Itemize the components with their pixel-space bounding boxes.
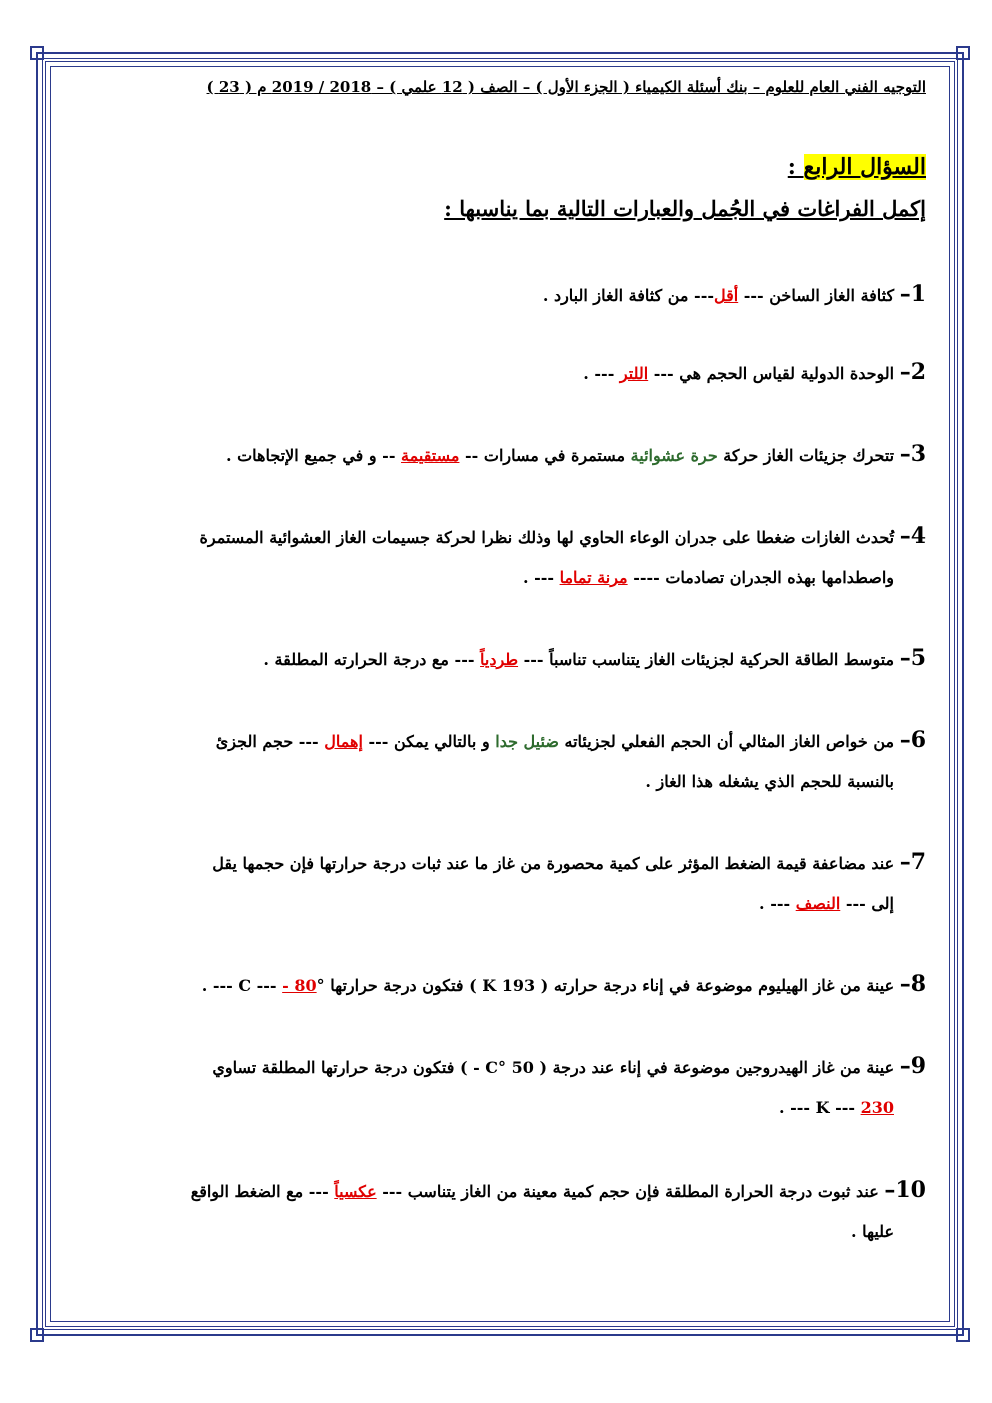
- corner-ornament-bottom-left: [30, 1328, 44, 1342]
- corner-ornament-top-left: [30, 46, 44, 60]
- item-text: عليها .: [850, 1222, 894, 1241]
- list-item-10: [66, 1170, 926, 1252]
- list-item-5: [66, 638, 926, 680]
- item-text: --- من كثافة الغاز البارد .: [542, 286, 714, 305]
- item-text: --- مع الضغط الواقع: [190, 1182, 335, 1201]
- item-number: 9–: [899, 1053, 926, 1079]
- item-text: مستمرة في مسارات --: [459, 446, 631, 465]
- item-number: 6–: [899, 727, 926, 753]
- question-title-text: السؤال الرابع: [803, 154, 926, 180]
- answer-text: مستقيمة: [401, 446, 460, 465]
- item-number: 4–: [899, 523, 926, 549]
- item-text: بالنسبة للحجم الذي يشغله هذا الغاز .: [645, 772, 894, 791]
- list-item-1: [66, 274, 926, 316]
- answer-text: اللتر: [619, 364, 649, 383]
- corner-ornament-top-right: [956, 46, 970, 60]
- answer-text: - 80: [282, 976, 317, 995]
- item-text: --- .: [759, 894, 796, 913]
- item-text: عينة من غاز الهيدروجين موضوعة في إناء عند درجة ( 50 °C - ) فتكون درجة حرارتها المطلقة تساوي: [212, 1058, 900, 1077]
- item-text: --- .: [583, 364, 620, 383]
- item-text: من خواص الغاز المثالي أن الحجم الفعلي لجزيئاته: [558, 732, 900, 751]
- item-text: --- .: [522, 568, 560, 587]
- list-item-2: [66, 352, 926, 394]
- item-text: تتحرك جزيئات الغاز حركة: [717, 446, 900, 465]
- list-item-9: [66, 1046, 926, 1128]
- item-text: واصطدامها بهذه الجدران تصادمات ----: [627, 568, 894, 587]
- item-text: متوسط الطاقة الحركية لجزيئات الغاز يتناسب تناسباً ---: [518, 650, 900, 669]
- answer-text: عكسياً: [334, 1182, 377, 1201]
- item-text: كثافة الغاز الساخن ---: [738, 286, 900, 305]
- item-text: و بالتالي يمكن ---: [362, 732, 496, 751]
- answer-text: أقل: [713, 286, 739, 305]
- item-text: K ---: [815, 1098, 861, 1117]
- item-number: 10–: [884, 1177, 926, 1203]
- corner-ornament-bottom-right: [956, 1328, 970, 1342]
- answer-text: طردياً: [480, 650, 519, 669]
- list-item-8: [66, 964, 926, 1006]
- item-text: تُحدث الغازات ضغطا على جدران الوعاء الحاوي لها وذلك نظرا لحركة جسيمات الغاز العشوائية المستمرة: [199, 528, 900, 547]
- item-number: 2–: [899, 359, 926, 385]
- item-text: --- .: [778, 1098, 816, 1117]
- item-number: 7–: [899, 849, 926, 875]
- item-text: عند مضاعفة قيمة الضغط المؤثر على كمية محصورة من غاز ما عند ثبات درجة حرارتها فإن حجمها يقل: [212, 854, 900, 873]
- page-border-inner: [50, 66, 950, 1322]
- item-text: إلى ---: [840, 894, 894, 913]
- item-text: عند ثبوت درجة الحرارة المطلقة فإن حجم كمية معينة من الغاز يتناسب ---: [376, 1182, 885, 1201]
- item-text: --- حجم الجزئ: [215, 732, 325, 751]
- item-number: 3–: [899, 441, 926, 467]
- answer-text: النصف: [795, 894, 841, 913]
- item-text: --- .: [201, 976, 239, 995]
- item-number: 5–: [899, 645, 926, 671]
- question-title: [788, 154, 926, 180]
- item-number: 1–: [899, 281, 926, 307]
- answer-text: 230: [860, 1098, 894, 1117]
- answer-text: إهمال: [324, 732, 363, 751]
- list-item-6: [66, 720, 926, 802]
- page-header: التوجيه الفني العام للعلوم – بنك أسئلة الكيمياء ( الجزء الأول ) – الصف ( 12 علمي ) – 2018 / 2019 م ( 23 ): [206, 78, 926, 96]
- item-text: -- و في جميع الإتجاهات .: [225, 446, 402, 465]
- item-text: الوحدة الدولية لقياس الحجم هي ---: [648, 364, 900, 383]
- highlight-text: حرة عشوائية: [630, 446, 718, 465]
- list-item-3: [66, 434, 926, 476]
- list-item-4: [66, 516, 926, 598]
- highlight-text: ضئيل جدا: [495, 732, 559, 751]
- answer-text: مرنة تماما: [559, 568, 628, 587]
- item-text: عينة من غاز الهيليوم موضوعة في إناء درجة حرارته ( 193 K ) فتكون درجة حرارتها °C ---: [238, 976, 900, 995]
- question-title-colon: :: [787, 154, 804, 180]
- item-text: --- مع درجة الحرارته المطلقة .: [263, 650, 481, 669]
- list-item-7: [66, 842, 926, 924]
- item-number: 8–: [899, 971, 926, 997]
- question-instruction: إكمل الفراغات في الجُمل والعبارات التالية بما يناسبها :: [444, 196, 926, 221]
